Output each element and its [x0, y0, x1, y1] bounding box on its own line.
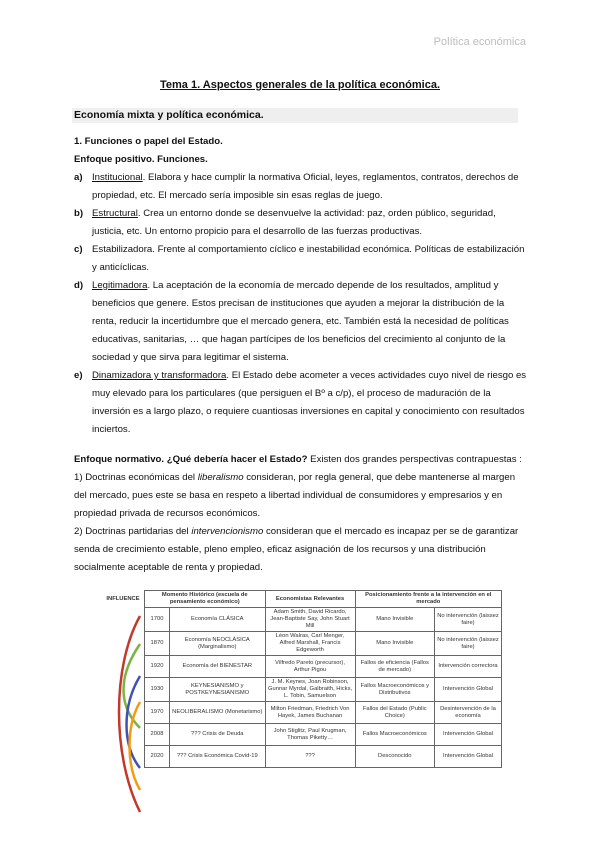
intervencionismo-paragraph: 2) Doctrinas partidarias del intervencionismo consideran que el mercado es incapaz per se de garantizar senda de crecimiento estable, pleno empleo, eficaz asignación de los recursos y una distribución socialmente aceptable de renta y propiedad.	[74, 526, 519, 573]
table-row: 1870 Economía NEOCLÁSICA (Marginalismo) Léon Walras, Carl Menger, Alfred Marshall, Francis Edgeworth Mano Invisible No intervención (laissez faire)	[102, 632, 502, 656]
body-normativo	[74, 451, 529, 577]
liberalismo-paragraph: 1) Doctrinas económicas del liberalismo consideran, por regla general, que debe mantenerse al margen del mercado, pues este se basa en respeto a libertad individual de consumidores y empresarios y en propiedad privada de recursos económicos.	[74, 472, 516, 519]
list-item: e) Dinamizadora y transformadora. El Estado debe acometer a veces actividades cuyo nivel de riesgo es muy elevado para los particulares (que persiguen el Bº a c/p), el proceso de maduración de la inversión es a largo plazo, o requiere cuantiosas inversiones en capital y conocimiento con resultados inciertos.	[74, 370, 527, 435]
table-header-row	[102, 591, 502, 608]
table-row: 1700 Economía CLÁSICA Adam Smith, David Ricardo, Jean-Baptiste Say, John Stuart Mill Mano Invisible No intervención (laissez faire)	[102, 608, 502, 632]
list-item: c) Estabilizadora. Frente al comportamiento cíclico e inestabilidad económica. Políticas de estabilización y anticíclicas.	[74, 244, 525, 273]
subheading-enfoque-positivo: Enfoque positivo. Funciones.	[74, 154, 208, 165]
list-item: b) Estructural. Crea un entorno donde se desenvuelve la actividad: paz, orden público, seguridad, justicia, etc. Un entorno propicio para el desarrollo de las fuerzas productivas.	[74, 208, 496, 237]
list-item: d) Legitimadora. La aceptación de la economía de mercado depende de los resultados, amplitud y beneficios que genere. Estos precisan de instituciones que ayuden a mejorar la distribución de la renta, reducir la incertidumbre que el mercado genera, etc. También está la necesidad de políticas educativas, sanitarias, … que hagan partícipes de los beneficios del crecimiento al conjunto de la sociedad y que sirva para legitimar el sistema.	[74, 280, 509, 363]
header-influence: INFLUENCE	[106, 595, 140, 602]
list-item: a) Institucional. Elabora y hace cumplir la normativa Oficial, leyes, reglamentos, contratos, derechos de propiedad, etc. El mercado sería imposible sin esas reglas de juego.	[74, 172, 519, 201]
normativo-paragraph: Enfoque normativo. ¿Qué debería hacer el Estado? Existen dos grandes perspectivas contrapuestas :	[74, 454, 522, 465]
header-economistas: Economistas Relevantes	[265, 591, 355, 608]
history-table	[102, 590, 502, 768]
table-row: 2020 ??? Crisis Económica Covid-19 ??? Desconocido Intervención Global	[102, 746, 502, 768]
page-title: Tema 1. Aspectos generales de la política económica.	[160, 79, 440, 91]
table-row: 1920 Economía del BIENESTAR Vilfredo Pareto (precursor), Arthur Pigou Fallos de eficiencia (Fallos de mercado) Intervención correctora	[102, 656, 502, 678]
subheading-funciones: 1. Funciones o papel del Estado.	[74, 136, 223, 147]
influence-arrows	[108, 606, 142, 820]
funciones-list	[74, 169, 529, 439]
page-header: Política económica	[433, 36, 526, 48]
history-table-figure	[102, 590, 502, 820]
header-posicionamiento: Posicionamiento frente a la intervención en el mercado	[355, 591, 501, 608]
body-positivo	[74, 133, 529, 439]
table-row: 1930 KEYNESIANISMO y POSTKEYNESIANISMO J. M. Keynes, Joan Robinson, Gunnar Myrdal, Galbraith, Hicks, L. Tobin, Samuelson Fallos Macroeconómicos y Distributivos Intervención Global	[102, 678, 502, 702]
section-heading: Economía mixta y política económica.	[72, 108, 518, 123]
header-momento: Momento Histórico (escuela de pensamiento económico)	[145, 591, 266, 608]
table-row: 2008 ??? Crisis de Deuda John Stiglitz, Paul Krugman, Thomas Piketty… Fallos Macroeconómicos Intervención Global	[102, 724, 502, 746]
table-row: 1970 NEOLIBERALISMO (Monetarismo) Milton Friedman, Friedrich Von Hayek, James Buchanan Fallos del Estado (Public Choice) Desintervención de la economía	[102, 702, 502, 724]
